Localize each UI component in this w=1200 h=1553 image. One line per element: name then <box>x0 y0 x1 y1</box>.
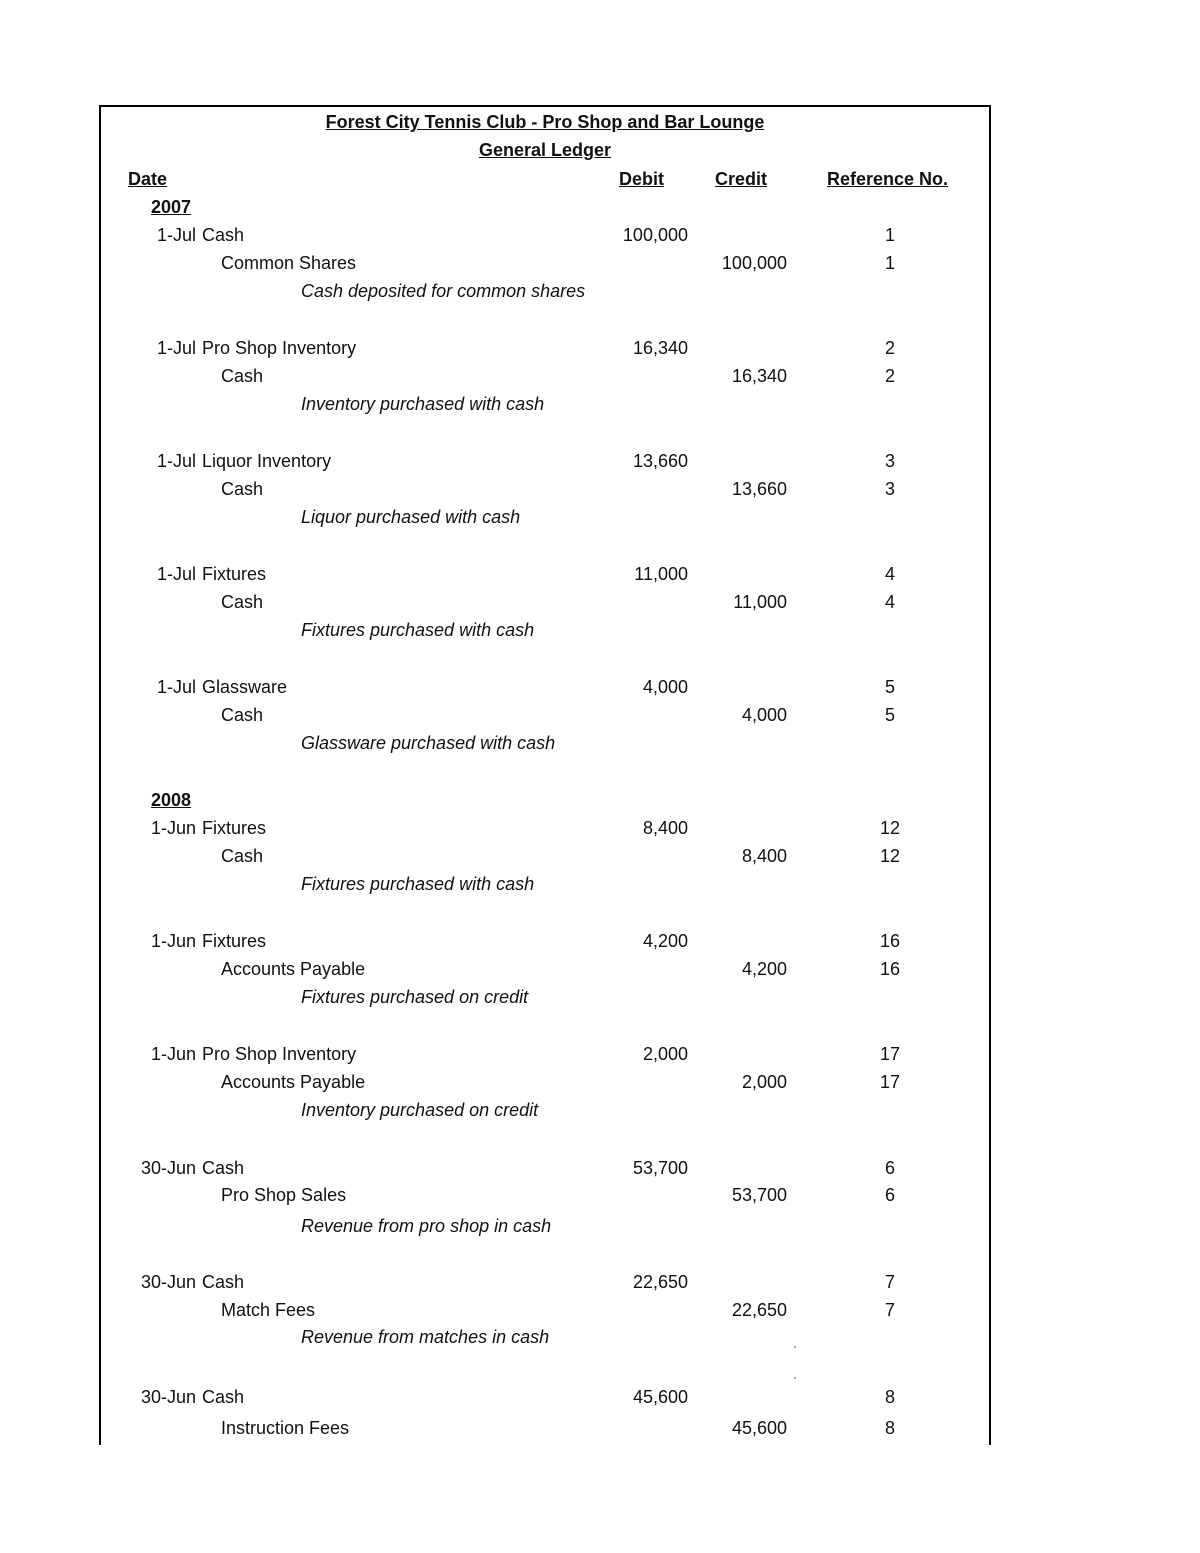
credit-account: Cash <box>221 705 264 725</box>
reference-number: 8 <box>884 1387 895 1407</box>
reference-number: 5 <box>884 705 895 725</box>
entry-memo: Revenue from matches in cash <box>301 1327 550 1347</box>
year-2007: 2007 <box>151 197 192 217</box>
credit-amount: 13,660 <box>731 479 787 499</box>
credit-account: Pro Shop Sales <box>221 1185 347 1205</box>
entry-date: 1-Jun <box>150 1044 196 1064</box>
entry-memo: Fixtures purchased on credit <box>301 987 529 1007</box>
header-date: Date <box>128 169 168 189</box>
entry-memo: Glassware purchased with cash <box>301 733 556 753</box>
entry-date: 1-Jul <box>156 677 196 697</box>
entry-memo: Revenue from pro shop in cash <box>301 1216 552 1236</box>
reference-number: 7 <box>884 1272 895 1292</box>
ledger-frame <box>99 105 991 1445</box>
entry-memo: Fixtures purchased with cash <box>301 620 535 640</box>
reference-number: 1 <box>884 253 895 273</box>
debit-amount: 4,000 <box>642 677 688 697</box>
reference-number: 16 <box>879 931 901 951</box>
reference-number: 12 <box>879 846 901 866</box>
reference-number: 4 <box>884 564 895 584</box>
credit-account: Cash <box>221 592 264 612</box>
entry-memo: Fixtures purchased with cash <box>301 874 535 894</box>
debit-amount: 13,660 <box>632 451 688 471</box>
reference-number: 6 <box>884 1185 895 1205</box>
reference-number: 5 <box>884 677 895 697</box>
entry-date: 1-Jun <box>150 818 196 838</box>
credit-account: Instruction Fees <box>221 1418 350 1438</box>
ledger-subtitle: General Ledger <box>478 140 612 160</box>
entry-date: 30-Jun <box>140 1158 196 1178</box>
debit-account: Cash <box>202 225 245 245</box>
debit-account: Fixtures <box>202 931 267 951</box>
debit-amount: 45,600 <box>632 1387 688 1407</box>
credit-amount: 53,700 <box>731 1185 787 1205</box>
debit-account: Cash <box>202 1158 245 1178</box>
entry-date: 30-Jun <box>140 1272 196 1292</box>
debit-account: Cash <box>202 1387 245 1407</box>
debit-amount: 16,340 <box>632 338 688 358</box>
debit-account: Glassware <box>202 677 288 697</box>
entry-date: 1-Jul <box>156 338 196 358</box>
credit-amount: 4,000 <box>741 705 787 725</box>
credit-amount: 11,000 <box>733 592 787 612</box>
credit-account: Cash <box>221 479 264 499</box>
entry-date: 1-Jul <box>156 451 196 471</box>
stray-mark <box>794 1346 796 1348</box>
debit-account: Pro Shop Inventory <box>202 338 357 358</box>
debit-account: Liquor Inventory <box>202 451 332 471</box>
entry-memo: Cash deposited for common shares <box>301 281 586 301</box>
reference-number: 7 <box>884 1300 895 1320</box>
entry-date: 30-Jun <box>140 1387 196 1407</box>
debit-amount: 22,650 <box>632 1272 688 1292</box>
debit-account: Cash <box>202 1272 245 1292</box>
ledger-title: Forest City Tennis Club - Pro Shop and Bar Lounge <box>325 112 765 132</box>
reference-number: 4 <box>884 592 895 612</box>
credit-account: Accounts Payable <box>221 959 366 979</box>
header-debit: Debit <box>619 169 664 189</box>
reference-number: 8 <box>884 1418 895 1438</box>
debit-amount: 100,000 <box>622 225 688 245</box>
debit-amount: 11,000 <box>634 564 688 584</box>
debit-amount: 8,400 <box>642 818 688 838</box>
reference-number: 2 <box>884 338 895 358</box>
year-2008: 2008 <box>151 790 192 810</box>
credit-account: Cash <box>221 366 264 386</box>
reference-number: 6 <box>884 1158 895 1178</box>
reference-number: 3 <box>884 451 895 471</box>
entry-date: 1-Jun <box>150 931 196 951</box>
reference-number: 16 <box>879 959 901 979</box>
credit-amount: 16,340 <box>731 366 787 386</box>
credit-amount: 4,200 <box>741 959 787 979</box>
credit-amount: 8,400 <box>741 846 787 866</box>
credit-account: Match Fees <box>221 1300 316 1320</box>
debit-account: Pro Shop Inventory <box>202 1044 357 1064</box>
credit-account: Cash <box>221 846 264 866</box>
header-reference: Reference No. <box>827 169 949 189</box>
credit-account: Accounts Payable <box>221 1072 366 1092</box>
credit-amount: 100,000 <box>721 253 787 273</box>
entry-memo: Inventory purchased with cash <box>301 394 545 414</box>
entry-memo: Liquor purchased with cash <box>301 507 521 527</box>
credit-amount: 2,000 <box>741 1072 787 1092</box>
entry-date: 1-Jul <box>156 225 196 245</box>
reference-number: 17 <box>879 1072 901 1092</box>
debit-account: Fixtures <box>202 564 267 584</box>
debit-account: Fixtures <box>202 818 267 838</box>
debit-amount: 2,000 <box>642 1044 688 1064</box>
reference-number: 12 <box>879 818 901 838</box>
credit-amount: 45,600 <box>731 1418 787 1438</box>
header-credit: Credit <box>715 169 768 189</box>
stray-mark <box>794 1377 796 1379</box>
credit-amount: 22,650 <box>731 1300 787 1320</box>
reference-number: 1 <box>884 225 895 245</box>
reference-number: 2 <box>884 366 895 386</box>
entry-memo: Inventory purchased on credit <box>301 1100 539 1120</box>
reference-number: 17 <box>879 1044 901 1064</box>
credit-account: Common Shares <box>221 253 357 273</box>
entry-date: 1-Jul <box>156 564 196 584</box>
debit-amount: 53,700 <box>632 1158 688 1178</box>
reference-number: 3 <box>884 479 895 499</box>
debit-amount: 4,200 <box>642 931 688 951</box>
